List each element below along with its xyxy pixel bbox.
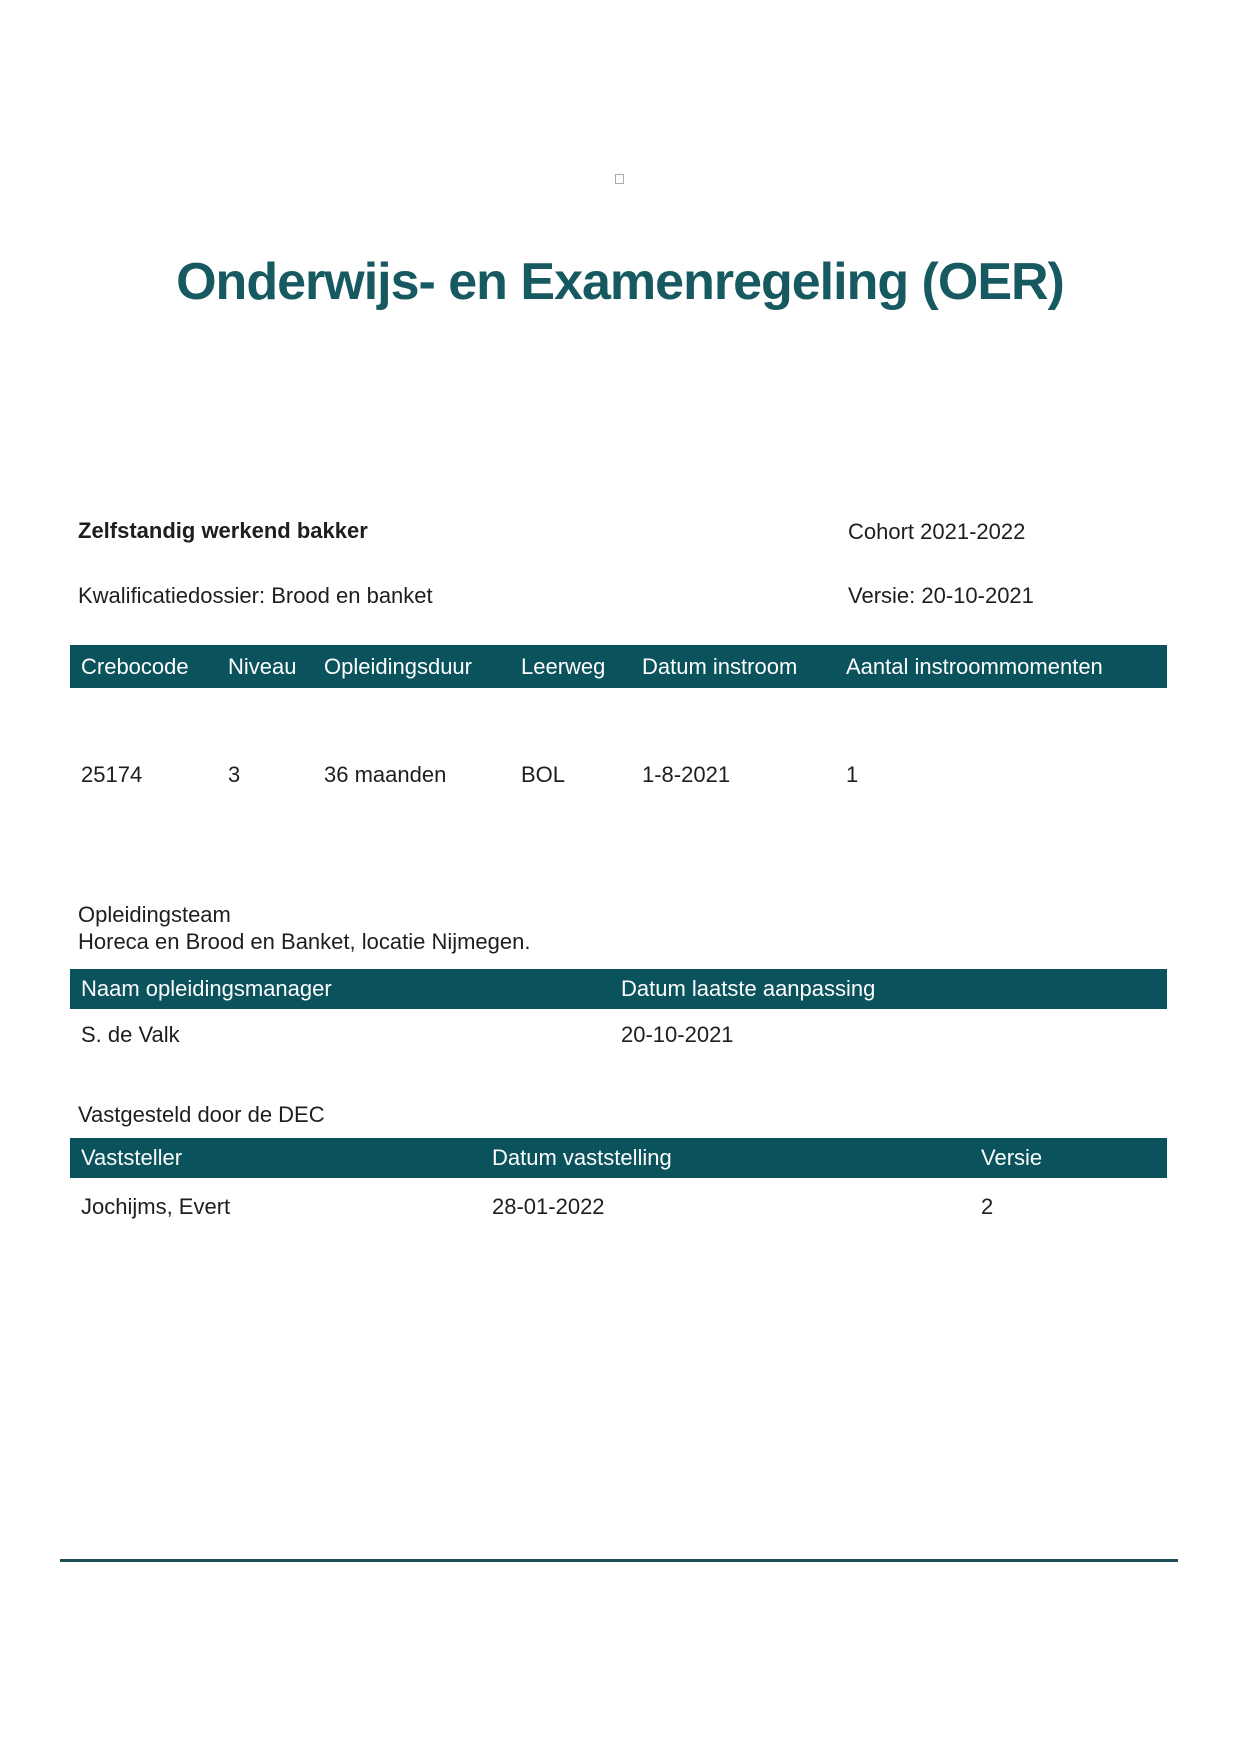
table-row xyxy=(70,762,1167,788)
document-title: Onderwijs- en Examenregeling (OER) xyxy=(176,253,1064,311)
manager-table-header xyxy=(70,969,1167,1009)
program-table-header xyxy=(70,645,1167,688)
column-header: Datum instroom xyxy=(642,653,798,679)
table-row xyxy=(70,1022,1167,1048)
table-cell: 2 xyxy=(981,1194,994,1219)
column-header: Datum laatste aanpassing xyxy=(621,976,876,1001)
table-cell: 3 xyxy=(228,762,241,787)
column-header: Aantal instroommomenten xyxy=(846,653,1103,679)
column-header: Crebocode xyxy=(81,653,189,679)
table-cell: 1 xyxy=(846,762,859,787)
table-cell: Jochijms, Evert xyxy=(81,1194,231,1219)
team-section-title: Opleidingsteam xyxy=(78,902,231,927)
table-cell: 28-01-2022 xyxy=(492,1194,605,1219)
column-header: Leerweg xyxy=(521,653,606,679)
footer-divider xyxy=(60,1559,1178,1562)
table-cell: 1-8-2021 xyxy=(642,762,731,787)
team-section xyxy=(78,901,978,955)
table-row xyxy=(70,1194,1167,1220)
column-header: Naam opleidingsmanager xyxy=(81,976,332,1001)
dec-section-title: Vastgesteld door de DEC xyxy=(78,1102,325,1127)
broken-image-placeholder-icon xyxy=(615,174,624,184)
column-header: Versie xyxy=(981,1145,1043,1170)
qualification-label: Kwalificatiedossier: Brood en banket xyxy=(78,583,433,608)
cohort-label: Cohort 2021-2022 xyxy=(848,519,1026,544)
column-header: Niveau xyxy=(228,653,297,679)
table-cell: S. de Valk xyxy=(81,1022,180,1047)
table-cell: 36 maanden xyxy=(324,762,447,787)
dec-table-header xyxy=(70,1138,1167,1178)
column-header: Opleidingsduur xyxy=(324,653,472,679)
team-section-subtitle: Horeca en Brood en Banket, locatie Nijmegen. xyxy=(78,929,531,954)
program-name: Zelfstandig werkend bakker xyxy=(78,518,368,543)
table-cell: 25174 xyxy=(81,762,143,787)
column-header: Datum vaststelling xyxy=(492,1145,672,1170)
table-cell: 20-10-2021 xyxy=(621,1022,734,1047)
table-cell: BOL xyxy=(521,762,566,787)
version-label: Versie: 20-10-2021 xyxy=(848,583,1034,608)
column-header: Vaststeller xyxy=(81,1145,183,1170)
